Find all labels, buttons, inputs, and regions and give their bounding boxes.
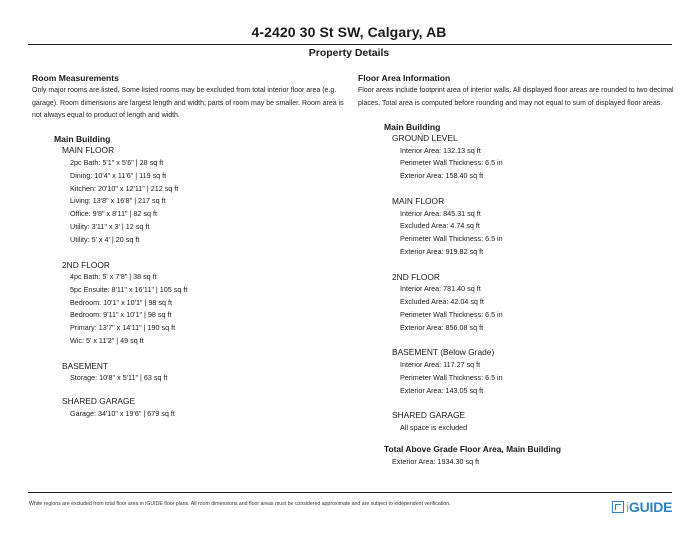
floor-area-note: Floor areas include footprint area of interior walls. All displayed floor areas are rounded to two decimal places. Total area is computed before rounding and may not equal to sum of displayed floor areas. (358, 87, 674, 107)
room-line: Kitchen: 20'10" x 12'11" | 212 sq ft (70, 183, 179, 193)
header-divider (28, 44, 672, 45)
room-line: 4pc Bath: 5' x 7'8" | 38 sq ft (70, 272, 157, 282)
room-measurements-section (32, 73, 350, 420)
area-line: Interior Area: 117.27 sq ft (400, 359, 481, 369)
area-line: Interior Area: 132.13 sq ft (400, 145, 481, 155)
area-line: Excluded Area: 4.74 sq ft (400, 221, 480, 231)
property-address-title: 4-2420 30 St SW, Calgary, AB (251, 24, 447, 40)
floor-name: 2ND FLOOR (62, 259, 110, 270)
room-line: Utility: 3'11" x 3' | 12 sq ft (70, 221, 150, 231)
room-line: Bedroom: 10'1" x 10'1" | 98 sq ft (70, 297, 173, 307)
floor-name: MAIN FLOOR (62, 145, 115, 156)
footer-divider (28, 492, 672, 493)
room-line: Living: 13'8" x 16'8" | 217 sq ft (70, 196, 166, 206)
area-line: Exterior Area: 856.08 sq ft (400, 322, 484, 332)
iguide-logo (612, 499, 672, 515)
floor-area-section (358, 73, 674, 468)
area-line: Exterior Area: 919.82 sq ft (400, 246, 484, 256)
total-area-value: Exterior Area: 1934.30 sq ft (392, 456, 480, 466)
area-line: All space is excluded (400, 422, 468, 432)
level-name: 2ND FLOOR (392, 271, 440, 282)
room-line: Utility: 5' x 4' | 20 sq ft (70, 234, 140, 244)
room-line: Bedroom: 9'11" x 10'1" | 98 sq ft (70, 310, 172, 320)
iguide-logo-icon (612, 501, 624, 513)
room-line: 2pc Bath: 5'1" x 5'6" | 28 sq ft (70, 157, 164, 167)
room-line: Office: 9'8" x 8'11" | 82 sq ft (70, 209, 157, 219)
room-building-heading: Main Building (54, 134, 111, 145)
area-line: Perimeter Wall Thickness: 6.5 in (400, 234, 503, 244)
floor-area-heading: Floor Area Information (358, 73, 451, 83)
level-name: MAIN FLOOR (392, 196, 445, 207)
area-line: Interior Area: 781.40 sq ft (400, 284, 481, 294)
area-line: Exterior Area: 143.05 sq ft (400, 385, 484, 395)
area-line: Excluded Area: 42.04 sq ft (400, 297, 484, 307)
level-name: GROUND LEVEL (392, 133, 458, 144)
area-line: Exterior Area: 158.40 sq ft (400, 171, 484, 181)
footer-disclaimer: White regions are excluded from total floor area in iGUIDE floor plans. All room dimensions and floor areas must be considered approximate and are subject to independent verification. (29, 501, 451, 507)
room-line: Primary: 13'7" x 14'11" | 190 sq ft (70, 323, 176, 333)
area-line: Perimeter Wall Thickness: 6.5 in (400, 309, 503, 319)
room-line: Garage: 34'10" x 19'6" | 679 sq ft (70, 408, 175, 418)
area-line: Interior Area: 845.31 sq ft (400, 208, 481, 218)
level-name: BASEMENT (Below Grade) (392, 347, 495, 358)
room-measurements-heading: Room Measurements (32, 73, 119, 83)
area-line: Perimeter Wall Thickness: 6.5 in (400, 158, 503, 168)
iguide-logo-text: iGUIDE (626, 499, 673, 515)
room-measurements-note: Only major rooms are listed. Some listed rooms may be excluded from total interior floor area (e.g. garage). Room dimensions are largest length and width; parts of room may be smaller. Room area is not always equal to product of length and width. (32, 87, 344, 119)
level-name: SHARED GARAGE (392, 410, 466, 421)
floor-name: BASEMENT (62, 360, 109, 371)
property-details-subtitle: Property Details (308, 47, 390, 59)
room-line: Storage: 10'8" x 5'11" | 63 sq ft (70, 373, 168, 383)
floor-name: SHARED GARAGE (62, 396, 136, 407)
area-building-heading: Main Building (384, 121, 441, 132)
area-line: Perimeter Wall Thickness: 6.5 in (400, 372, 503, 382)
room-line: Dining: 10'4" x 11'6" | 119 sq ft (70, 170, 167, 180)
total-area-heading: Total Above Grade Floor Area, Main Building (384, 443, 561, 454)
room-line: Wic: 5' x 11'2" | 49 sq ft (70, 336, 144, 346)
room-line: 5pc Ensuite: 8'11" x 16'11" | 105 sq ft (70, 284, 188, 294)
